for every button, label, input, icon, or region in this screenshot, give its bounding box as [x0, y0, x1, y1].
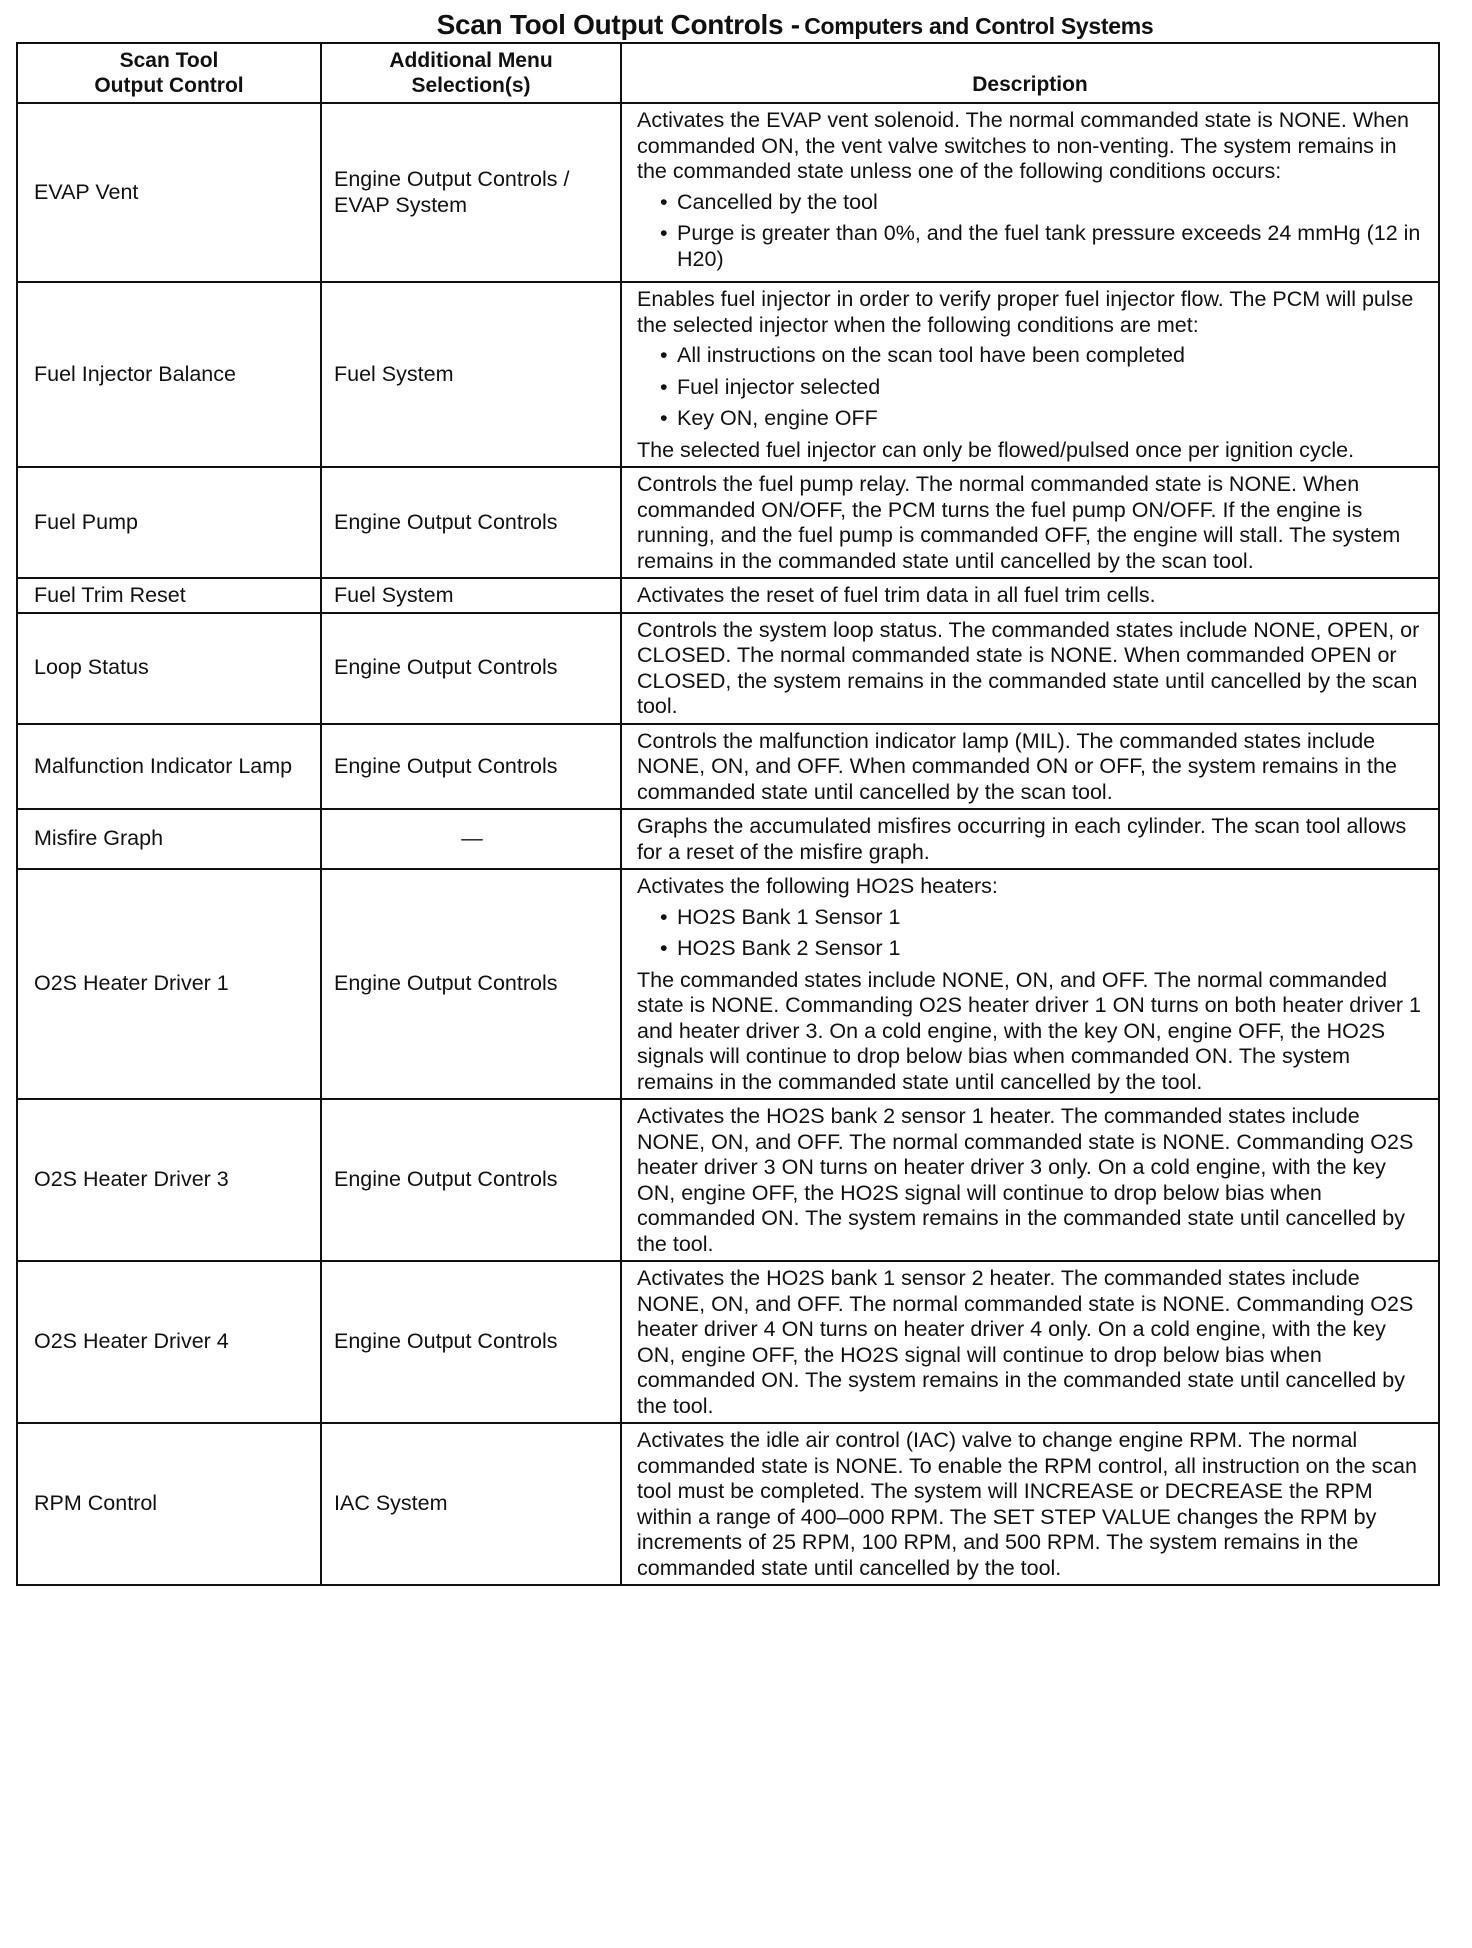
menu-selection-cell: Engine Output Controls	[321, 467, 621, 578]
bullet-text: Purge is greater than 0%, and the fuel tank pressure exceeds 24 mmHg (12 in H20)	[677, 221, 1421, 271]
header-menu-selection	[321, 43, 621, 103]
description-text: Activates the HO2S bank 1 sensor 2 heater. The commanded states include NONE, ON, and OFF. The normal commanded state is NONE. Commanding O2S heater driver 4 ON turns on heater driver 4 only. On a cold engine, with the key ON, engine OFF, the HO2S signal will continue to drop below bias when commanded ON. The system remains in the commanded state until cancelled by the tool.	[637, 1266, 1414, 1418]
output-control-cell: Loop Status	[17, 613, 321, 724]
table-row	[17, 1423, 1439, 1585]
bullet-item	[637, 905, 1428, 931]
description-text: Activates the EVAP vent solenoid. The normal commanded state is NONE. When commanded ON, the vent valve switches to non-venting. The system remains in the commanded state unless one of the following conditions occurs:	[637, 108, 1409, 183]
header-description: Description	[621, 43, 1439, 103]
bullet-dot-icon: •	[660, 343, 668, 367]
bullet-item	[637, 221, 1428, 272]
output-control-cell: RPM Control	[17, 1423, 321, 1585]
bullet-item	[637, 936, 1428, 962]
bullet-list	[637, 343, 1428, 432]
output-control-cell: Fuel Injector Balance	[17, 282, 321, 467]
title-main: Scan Tool Output Controls -	[436, 9, 800, 40]
menu-selection-cell: Fuel System	[321, 282, 621, 467]
header-menu-selection-line1: Additional Menu	[389, 49, 553, 72]
menu-selection-cell: Engine Output Controls	[321, 613, 621, 724]
description-cell	[621, 1261, 1439, 1423]
title-sub: Computers and Control Systems	[804, 13, 1154, 39]
description-text: Controls the system loop status. The commanded states include NONE, OPEN, or CLOSED. The normal commanded state is NONE. When commanded OPEN or CLOSED, the system remains in the commanded state until cancelled by the scan tool.	[637, 617, 1420, 718]
table-row	[17, 1099, 1439, 1261]
description-text: Controls the fuel pump relay. The normal commanded state is NONE. When commanded ON/OFF, the PCM turns the fuel pump ON/OFF. If the engine is running, and the fuel pump is commanded OFF, the engine will stall. The system remains in the commanded state until cancelled by the scan tool.	[637, 472, 1401, 573]
bullet-text: HO2S Bank 1 Sensor 1	[677, 904, 901, 929]
bullet-dot-icon: •	[660, 904, 668, 929]
description-cell	[621, 1423, 1439, 1585]
description-text: Activates the idle air control (IAC) valve to change engine RPM. The normal commanded state is NONE. To enable the RPM control, all instruction on the scan tool must be completed. The system will INCREASE or DECREASE the RPM within a range of 400–000 RPM. The SET STEP VALUE changes the RPM by increments of 25 RPM, 100 RPM, and 500 RPM. The system remains in the commanded state until cancelled by the tool.	[637, 1428, 1417, 1580]
menu-selection-cell: —	[321, 809, 621, 869]
bullet-dot-icon: •	[660, 936, 668, 960]
description-text: Graphs the accumulated misfires occurring in each cylinder. The scan tool allows for a reset of the misfire graph.	[637, 814, 1407, 864]
bullet-item	[637, 343, 1428, 369]
table-row	[17, 282, 1439, 467]
table-row	[17, 103, 1439, 282]
table-body	[17, 103, 1439, 1585]
menu-selection-cell: Engine Output Controls	[321, 1261, 621, 1423]
bullet-text: Fuel injector selected	[677, 374, 881, 399]
bullet-text: HO2S Bank 2 Sensor 1	[677, 936, 901, 960]
table-row	[17, 869, 1439, 1099]
description-cell	[621, 724, 1439, 810]
menu-selection-cell: Engine Output Controls	[321, 724, 621, 810]
table-row	[17, 724, 1439, 810]
output-control-cell: O2S Heater Driver 3	[17, 1099, 321, 1261]
output-control-cell: Misfire Graph	[17, 809, 321, 869]
bullet-item	[637, 190, 1428, 216]
description-text: Activates the HO2S bank 2 sensor 1 heater. The commanded states include NONE, ON, and OFF. The normal commanded state is NONE. Commanding O2S heater driver 3 ON turns on heater driver 3 only. On a cold engine, with the key ON, engine OFF, the HO2S signal will continue to drop below bias when commanded ON. The system remains in the commanded state until cancelled by the tool.	[637, 1104, 1414, 1256]
description-text: The commanded states include NONE, ON, and OFF. The normal commanded state is NONE. Commanding O2S heater driver 1 ON turns on both heater driver 1 and heater driver 3. On a cold engine, with the key ON, engine OFF, the HO2S signals will continue to drop below bias when commanded ON. The system remains in the commanded state until cancelled by the tool.	[637, 967, 1421, 1094]
bullet-text: Cancelled by the tool	[677, 189, 878, 214]
bullet-list	[637, 190, 1428, 273]
table-header-row	[17, 43, 1439, 103]
menu-selection-cell: Fuel System	[321, 578, 621, 613]
description-text: The selected fuel injector can only be flowed/pulsed once per ignition cycle.	[637, 437, 1355, 462]
description-text: Controls the malfunction indicator lamp (MIL). The commanded states include NONE, ON, and OFF. When commanded ON or OFF, the system remains in the commanded state until cancelled by the scan tool.	[637, 728, 1397, 804]
table-row	[17, 1261, 1439, 1423]
output-control-cell: Malfunction Indicator Lamp	[17, 724, 321, 810]
menu-selection-cell: Engine Output Controls	[321, 869, 621, 1099]
menu-selection-cell: IAC System	[321, 1423, 621, 1585]
table-row	[17, 613, 1439, 724]
bullet-item	[637, 375, 1428, 401]
menu-selection-cell: Engine Output Controls / EVAP System	[321, 103, 621, 282]
description-text: Enables fuel injector in order to verify proper fuel injector flow. The PCM will pulse the selected injector when the following conditions are met:	[637, 287, 1414, 337]
output-control-cell: EVAP Vent	[17, 103, 321, 282]
header-menu-selection-line2: Selection(s)	[411, 74, 531, 97]
bullet-dot-icon: •	[660, 189, 668, 214]
description-cell	[621, 869, 1439, 1099]
description-cell	[621, 809, 1439, 869]
description-cell	[621, 467, 1439, 578]
header-output-control-line1: Scan Tool	[119, 49, 219, 72]
output-control-cell: Fuel Trim Reset	[17, 578, 321, 613]
bullet-item	[637, 406, 1428, 432]
description-cell	[621, 1099, 1439, 1261]
output-control-cell: Fuel Pump	[17, 467, 321, 578]
bullet-dot-icon: •	[660, 221, 668, 245]
header-output-control	[17, 43, 321, 103]
document-page	[16, 8, 1454, 1586]
table-row	[17, 467, 1439, 578]
output-control-cell: O2S Heater Driver 1	[17, 869, 321, 1099]
description-text: Activates the following HO2S heaters:	[637, 874, 998, 898]
header-output-control-line2: Output Control	[94, 74, 244, 97]
description-cell	[621, 578, 1439, 613]
description-cell	[621, 613, 1439, 724]
bullet-text: All instructions on the scan tool have been completed	[677, 343, 1185, 367]
table-row	[17, 809, 1439, 869]
output-control-cell: O2S Heater Driver 4	[17, 1261, 321, 1423]
bullet-list	[637, 905, 1428, 962]
menu-selection-cell: Engine Output Controls	[321, 1099, 621, 1261]
bullet-dot-icon: •	[660, 374, 668, 399]
description-text: Activates the reset of fuel trim data in all fuel trim cells.	[637, 583, 1156, 607]
bullet-dot-icon: •	[660, 406, 668, 430]
table-row	[17, 578, 1439, 613]
bullet-text: Key ON, engine OFF	[677, 406, 878, 430]
page-title	[136, 8, 1454, 42]
description-cell	[621, 282, 1439, 467]
description-cell	[621, 103, 1439, 282]
output-controls-table	[16, 42, 1440, 1586]
